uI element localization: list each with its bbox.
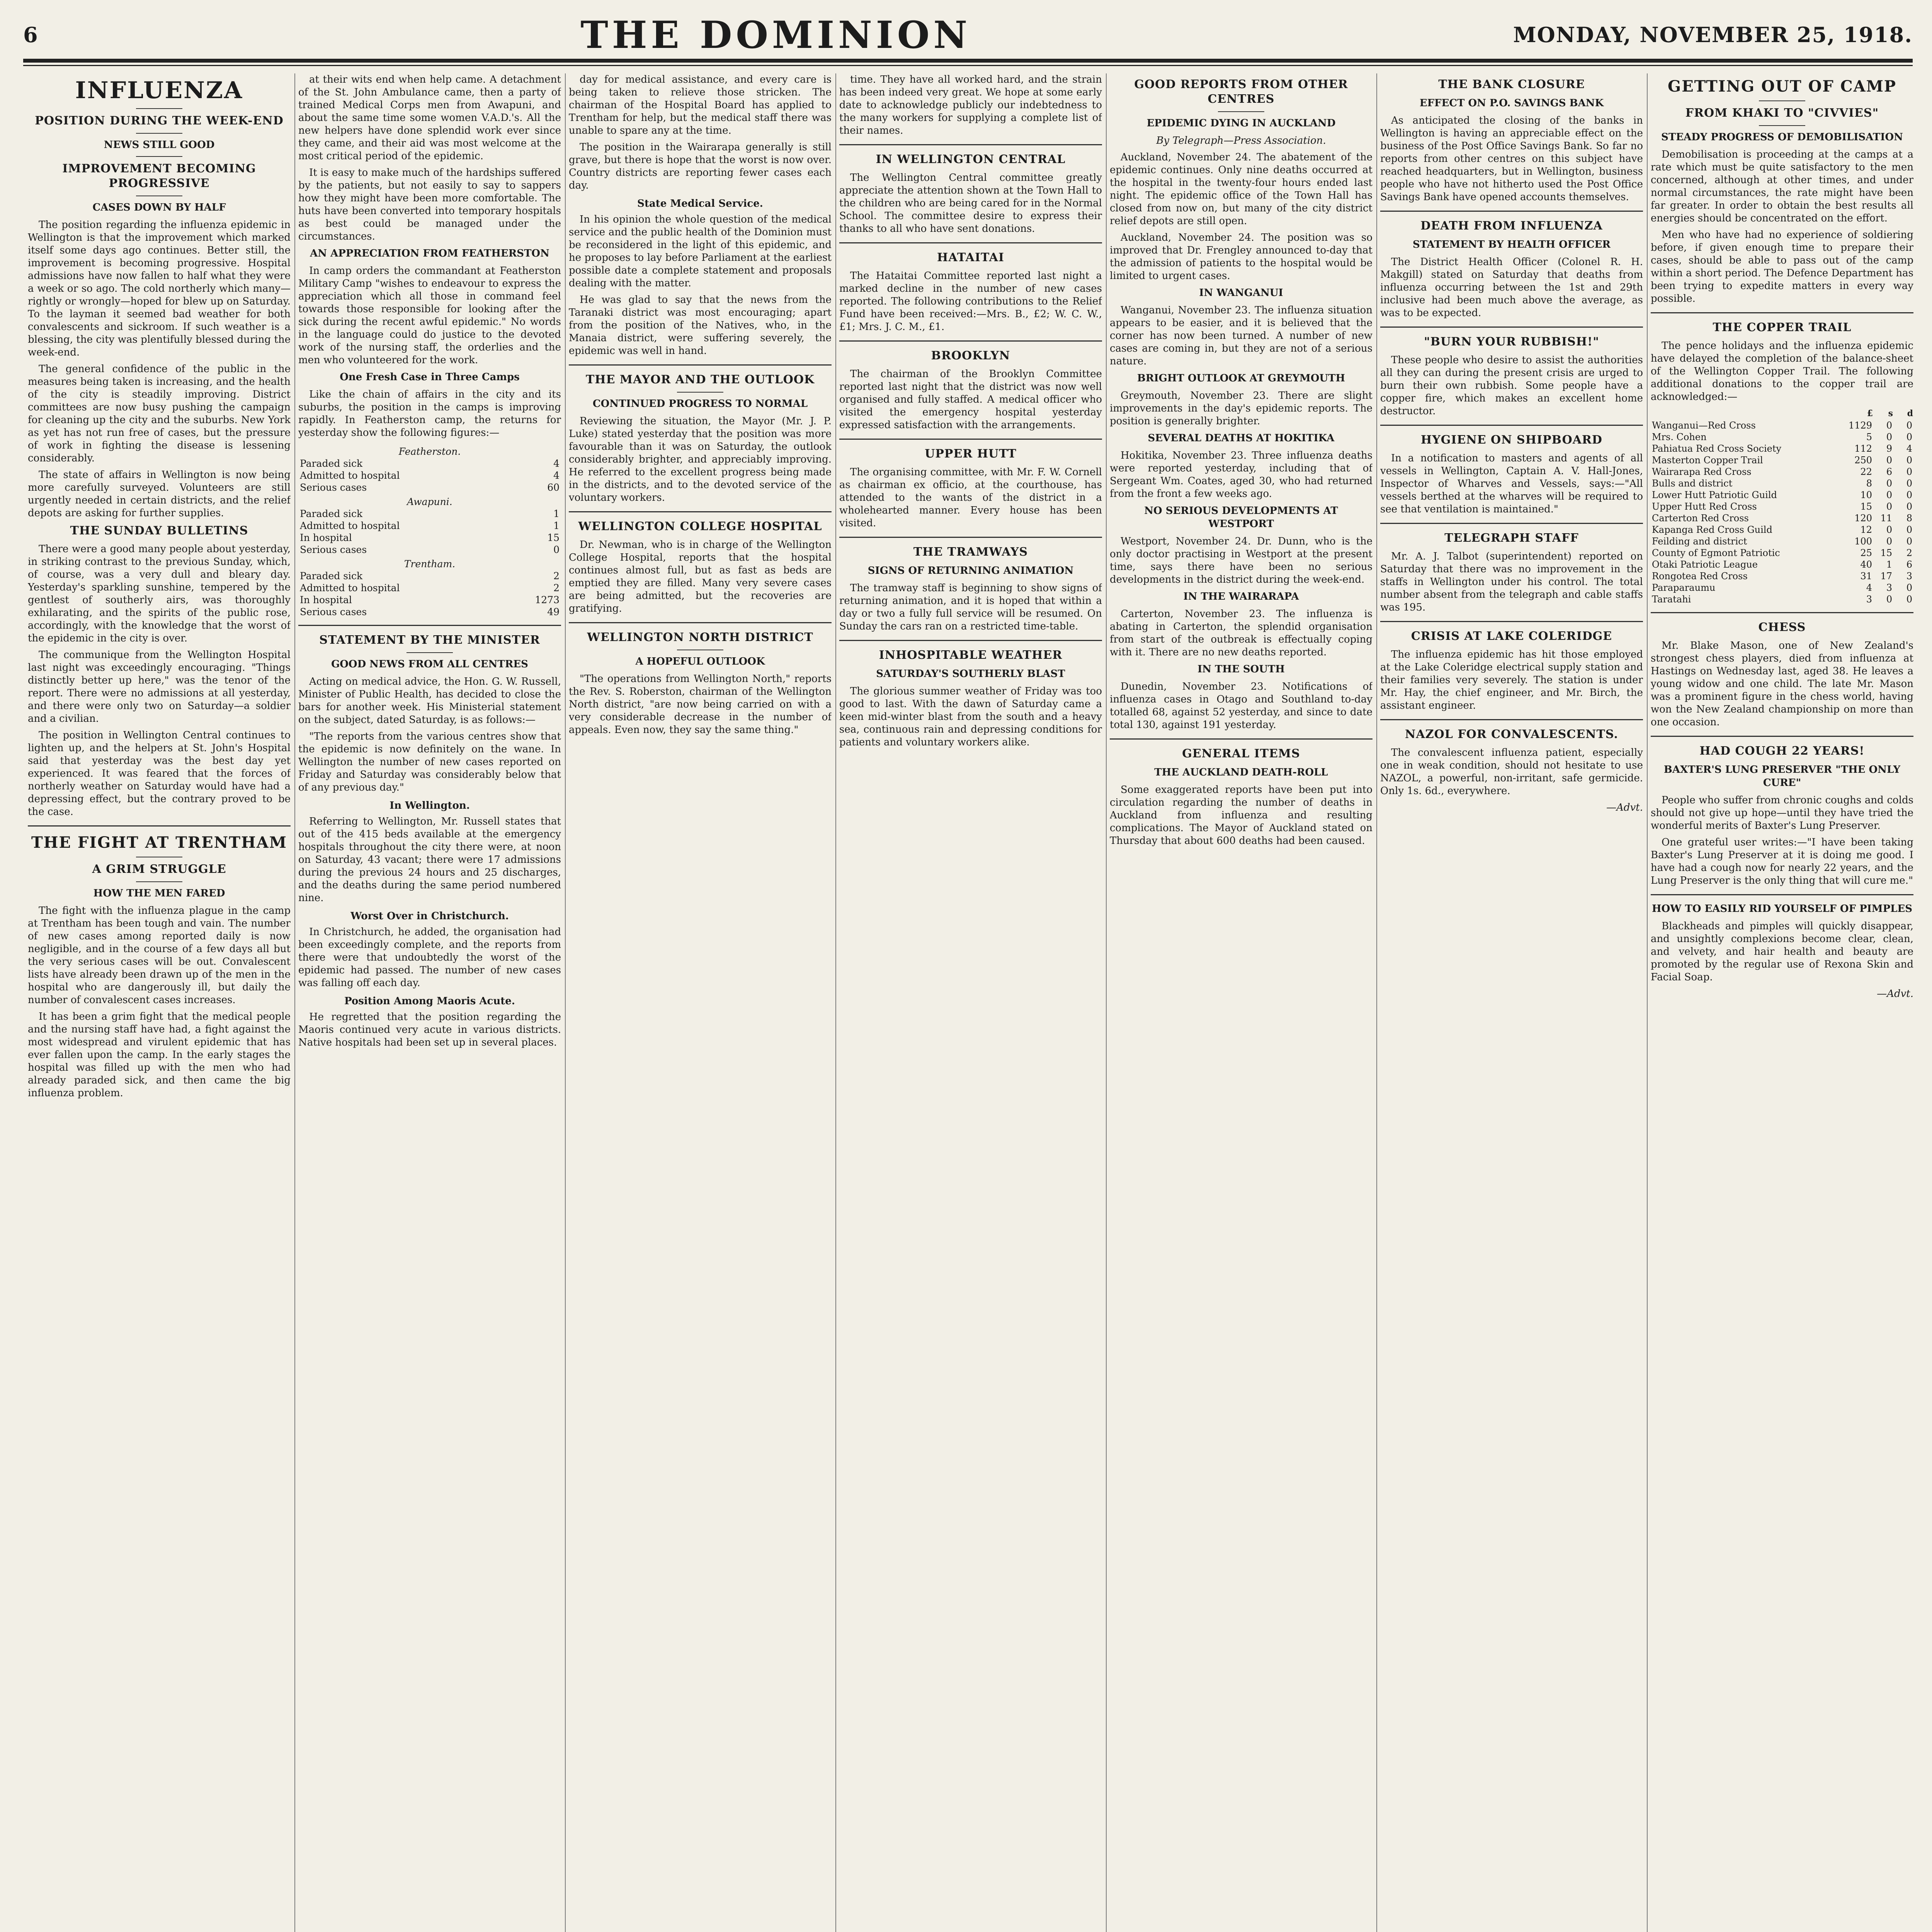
article-headline: CRISIS AT LAKE COLERIDGE [1411,629,1612,643]
table-cell-value: 60 [547,482,560,493]
paragraph: Dr. Newman, who is in charge of the Wellington College Hospital, reports that the hospital continues almost full, but as fast as beds are emptied they are filled. Many very severe cases are being admitted, but the recoveries are gratifying. [569,539,832,614]
divider [839,242,1102,243]
article-subheadline: EFFECT ON P.O. SAVINGS BANK [1419,97,1604,109]
advertisement-marker: —Advt. [1606,802,1643,813]
divider [1218,111,1264,112]
amount-cell: 0 [1886,536,1892,547]
article-headline: HATAITAI [937,251,1004,264]
amount-cell: 15 [1860,501,1872,512]
table-cell-value: 1 [553,520,560,531]
table-row [1651,536,1913,547]
donor-name: Pahiatua Red Cross Society [1652,443,1782,454]
amount-cell: 120 [1854,513,1872,524]
amount-cell: 22 [1860,466,1872,477]
amount-cell: 100 [1854,536,1872,547]
divider [136,881,182,882]
article-subheadline: GOOD NEWS FROM ALL CENTRES [331,658,528,670]
table-cell-value: 4 [553,458,560,469]
amount-cell: 12 [1860,524,1872,535]
divider [1380,719,1643,720]
table-section-label: Featherston. [398,446,461,457]
paragraph: Hokitika, November 23. Three influenza deaths were reported yesterday, including that of Sergeant Wm. Coates, aged 30, who had returned from the front a few weeks ago. [1110,450,1372,500]
donor-name: Mrs. Cohen [1652,432,1707,442]
paragraph: The communique from the Wellington Hospital last night was exceedingly encouraging. "Things distinctly better up here," was the tenor of the report. There were no admissions at all yesterday, and there were only two on Saturday—a soldier and a civilian. [28,649,291,724]
amount-cell: 0 [1906,420,1912,431]
paragraph: The tramway staff is beginning to show signs of returning animation, and it is hoped that within a day or two a fully full service will be resumed. On Sunday the cars ran on a restricted time-table. [839,582,1102,632]
paragraph: The glorious summer weather of Friday was too good to last. With the dawn of Saturday came a keen mid-winter blast from the south and a heavy sea, continuous rain and depressing conditions for patients and voluntary workers alike. [839,685,1102,748]
paragraph: Demobilisation is proceeding at the camps at a rate which must be quite satisfactory to the men concerned, although at other times, and under normal circumstances, the rate might have been far greater. In order to obtain the best results all energies should be concentrated on the effort. [1651,149,1913,224]
amount-cell: 0 [1906,432,1912,442]
amount-cell: 4 [1866,582,1872,593]
paragraph: It has been a grim fight that the medical people and the nursing staff have had, a fight against the most widespread and virulent epidemic that has ever fallen upon the camp. In the early stages the hospital was filled up with the men who had already paraded sick, and then came the big influenza problem. [28,1011,291,1099]
section-heading: IN THE WAIRARAPA [1183,591,1299,602]
article-headline: THE COPPER TRAIL [1713,321,1852,334]
paragraph: The fight with the influenza plague in the camp at Trentham has been tough and vain. The number of new cases among reported daily is now negligible, and in the course of a few days all but the very serious cases will be out. Convalescent lists have already been drawn up of the men in the hospital who are dangerously ill, but daily the number of convalescent cases increases. [28,905,291,1006]
article-headline: INFLUENZA [75,77,243,104]
paragraph: The Wellington Central committee greatly appreciate the attention shown at the Town Hall to the children who are being cared for in the Normal School. The committee desire to express their thanks to all who have sent donations. [839,172,1102,235]
donor-name: Bulls and district [1652,478,1733,489]
divider [1110,738,1372,740]
byline: By Telegraph—Press Association. [1156,135,1326,146]
table-cell-value: 1273 [535,594,560,605]
divider [136,156,182,157]
article-subheadline: POSITION DURING THE WEEK-END [35,114,284,128]
paragraph: In his opinion the whole question of the medical service and the public health of the Dominion must be reconsidered in the light of this epidemic, and he proposes to lay before Parliament at the earliest possible date a complete statement and proposals dealing with the matter. [569,214,832,289]
amount-cell: 31 [1860,571,1872,582]
amount-cell: 0 [1906,524,1912,535]
table-row [298,493,561,508]
donor-name: Wanganui—Red Cross [1652,420,1756,431]
amount-cell: 15 [1880,548,1892,558]
table-row [1651,501,1913,512]
column-header: £ [1867,408,1873,418]
donor-name: Wairarapa Red Cross [1652,466,1752,477]
column-1 [28,73,291,1932]
divider [839,537,1102,538]
amount-cell: 0 [1886,455,1892,466]
table-row [1651,443,1913,454]
column-header: s [1888,408,1893,418]
paragraph: Some exaggerated reports have been put into circulation regarding the number of deaths in Auckland from influenza and resulting complications. The Mayor of Auckland stated on Thursday that about 600 deaths had been caused. [1110,784,1372,847]
amount-cell: 0 [1906,594,1912,605]
divider [1651,894,1913,895]
article-headline: WELLINGTON NORTH DISTRICT [587,631,813,644]
table-header-row [1651,407,1913,420]
amount-cell: 0 [1886,478,1892,489]
column-7 [1651,73,1913,1932]
donor-name: Kapanga Red Cross Guild [1652,524,1772,535]
table-cell-label: Serious cases [300,482,367,493]
paragraph: Auckland, November 24. The abatement of the epidemic continues. Only nine deaths occurred at the hospital in the twenty-four hours ended last night. The epidemic office of the Town Hall has closed from now on, but many of the city district relief depots are still open. [1110,151,1372,227]
table-cell-value: 2 [553,582,560,594]
paragraph: Like the chain of affairs in the city and its suburbs, the position in the camps is improving rapidly. In Featherston camp, the returns for yesterday show the following figures:— [298,389,561,439]
article-headline: CHESS [1758,621,1806,634]
table-row [298,508,561,520]
masthead [23,12,1913,58]
amount-cell: 9 [1886,443,1892,454]
paragraph: The pence holidays and the influenza epidemic have delayed the completion of the balance-sheet of the Wellington Copper Trail. The following additional donations to the copper trail are acknowledged:— [1651,340,1913,403]
amount-cell: 10 [1860,490,1872,500]
article-subheadline: NEWS STILL GOOD [104,139,215,151]
section-heading: THE SUNDAY BULLETINS [70,524,248,537]
paragraph: The general confidence of the public in the measures being taken is increasing, and the health of the city is steadily improving. District committees are now busy pushing the campaign for cleaning up the city and the suburbs. New York as yet has not run free of cases, but the pressure of work in fighting the disease is lessening considerably. [28,363,291,464]
divider [28,825,291,827]
masthead-rule-thin [23,65,1913,66]
divider [839,640,1102,641]
amount-cell: 0 [1906,490,1912,500]
divider [569,511,832,512]
paragraph: The state of affairs in Wellington is now being more carefully surveyed. Volunteers are still urgently needed in certain districts, and the relief depots are asking for further supplies. [28,469,291,519]
donor-name: Feilding and district [1652,536,1747,547]
paragraph: Greymouth, November 23. There are slight improvements in the day's epidemic reports. The position is generally brighter. [1110,390,1372,427]
amount-cell: 1129 [1848,420,1872,431]
column-divider [565,73,566,1932]
page-number: 6 [23,22,39,47]
column-divider [1106,73,1107,1932]
divider [1380,621,1643,622]
divider [569,364,832,366]
paragraph: The position in the Wairarapa generally is still grave, but there is hope that the worst is now over. Country districts are reporting fewer cases each day. [569,141,832,191]
amount-cell: 8 [1866,478,1872,489]
column-divider [1376,73,1377,1932]
donor-name: Rongotea Red Cross [1652,571,1748,582]
paragraph: Acting on medical advice, the Hon. G. W. Russell, Minister of Public Health, has decided to close the bars for another week. His Ministerial statement on the subject, dated Saturday, is as follows:— [298,676,561,726]
table-section-label: Awapuni. [407,496,452,507]
amount-cell: 5 [1866,432,1872,442]
column-divider [1647,73,1648,1932]
paragraph: In Christchurch, he added, the organisation had been exceedingly complete, and the reports from there were that undoubtedly the worst of the epidemic had passed. The number of new cases was falling off each day. [298,926,561,989]
divider [1380,523,1643,524]
amount-cell: 112 [1854,443,1872,454]
column-divider [294,73,295,1932]
donor-name: Lower Hutt Patriotic Guild [1652,490,1777,500]
paragraph: "The reports from the various centres show that the epidemic is now definitely on the wane. In Wellington the number of new cases reported on Friday and Saturday was considerably below that of any previous day." [298,731,561,793]
amount-cell: 17 [1880,571,1892,582]
paragraph: These people who desire to assist the authorities all they can during the present crisis are urged to burn their own rubbish. Some people have a copper fire, which makes an excellent home destructor. [1380,354,1643,417]
paragraph: time. They have all worked hard, and the strain has been indeed very great. We hope at some early date to acknowledge publicly our indebtedness to the many workers for supplying a complete list of their names. [839,74,1102,136]
paragraph: at their wits end when help came. A detachment of the St. John Ambulance came, then a party of trained Medical Corps men from Awapuni, and about the same time some women V.A.D.'s. All the new helpers have done splendid work ever since they came, and their aid was most welcome at the most critical period of the epidemic. [298,74,561,162]
paragraph: "The operations from Wellington North," reports the Rev. S. Roberston, chairman of the Wellington North district, "are now being carried on with a very considerable decrease in the number of appeals. Even now, they say the same thing." [569,673,832,736]
table-cell-value: 49 [547,606,560,617]
advertisement-text: People who suffer from chronic coughs and colds should not give up hope—until they have tried the wonderful merits of Baxter's Lung Preserver. [1651,794,1913,832]
paragraph: The District Health Officer (Colonel R. H. Makgill) stated on Saturday that deaths from influenza occurring between the 1st and 29th inclusive had been much above the average, as was to be expected. [1380,256,1643,319]
article-headline: DEATH FROM INFLUENZA [1420,219,1603,233]
table-row [298,570,561,582]
divider [1759,125,1805,126]
table-cell-label: In hospital [300,594,352,605]
table-row [298,606,561,618]
table-row [1651,570,1913,582]
divider [136,133,182,134]
advertisement-text: The convalescent influenza patient, especially one in weak condition, should not hesitate to use NAZOL, a powerful, non-irritant, safe germicide. Only 1s. 6d., everywhere. [1380,747,1643,797]
donations-table [1651,407,1913,605]
table-cell-label: Paraded sick [300,570,363,582]
paragraph: It is easy to make much of the hardships suffered by the patients, but not easily to say to sappers how they might have been more comfortable. The huts have been converted into temporary hospitals as best could be managed under the circumstances. [298,167,561,242]
amount-cell: 0 [1906,478,1912,489]
table-row [298,556,561,570]
section-heading: Position Among Maoris Acute. [344,995,515,1007]
table-cell-value: 4 [553,470,560,481]
amount-cell: 0 [1906,466,1912,477]
article-subheadline: IMPROVEMENT BECOMING PROGRESSIVE [62,162,256,190]
amount-cell: 0 [1886,524,1892,535]
amount-cell: 3 [1886,582,1892,593]
camp-statistics-table [298,443,561,618]
donor-name: Upper Hutt Red Cross [1652,501,1757,512]
section-heading: BRIGHT OUTLOOK AT GREYMOUTH [1137,372,1345,384]
table-row [298,544,561,556]
table-row [1651,431,1913,443]
paragraph: Mr. A. J. Talbot (superintendent) reported on Saturday that there was no improvement in the staffs in Wellington under his control. The total number absent from the telegraph and cable staffs was 195. [1380,551,1643,613]
article-subheadline: STEADY PROGRESS OF DEMOBILISATION [1661,131,1903,143]
table-row [298,481,561,493]
amount-cell: 25 [1860,548,1872,558]
paragraph: Referring to Wellington, Mr. Russell states that out of the 415 beds available at the emergency hospitals throughout the city there were, at noon on Saturday, 43 vacant; there were 17 admissions during the previous 24 hours and 25 discharges, and the deaths during the same period numbered nine. [298,816,561,904]
amount-cell: 0 [1906,536,1912,547]
divider [839,144,1102,145]
column-4 [839,73,1102,1932]
article-subheadline: EPIDEMIC DYING IN AUCKLAND [1146,117,1336,129]
advertisement-headline: NAZOL FOR CONVALESCENTS. [1405,728,1618,741]
paper-title: THE DOMINION [580,13,971,57]
donor-name: Taratahi [1652,594,1691,605]
amount-cell: 0 [1906,501,1912,512]
divider [1380,211,1643,212]
paragraph: The chairman of the Brooklyn Committee reported last night that the district was now well organised and fully staffed. A medical officer who visited the emergency hospital yesterday expressed satisfaction with the arrangements. [839,368,1102,431]
section-heading: IN THE SOUTH [1197,663,1285,675]
section-heading: State Medical Service. [637,198,763,209]
article-headline: IN WELLINGTON CENTRAL [876,153,1066,166]
article-headline: GETTING OUT OF CAMP [1668,77,1896,95]
table-row [1651,547,1913,559]
amount-cell: 3 [1866,594,1872,605]
table-row [1651,420,1913,431]
article-headline: THE BANK CLOSURE [1438,78,1585,91]
column-6 [1380,73,1643,1932]
paragraph: Mr. Blake Mason, one of New Zealand's strongest chess players, died from influenza at Hastings on Wednesday last, aged 38. He leaves a young widow and one child. The late Mr. Mason was a prominent figure in the chess world, having won the New Zealand championship on more than one occasion. [1651,640,1913,728]
donor-name: Paraparaumu [1652,582,1716,593]
table-row [298,594,561,606]
section-heading: NO SERIOUS DEVELOPMENTS AT WESTPORT [1144,505,1338,530]
divider [1651,312,1913,313]
paragraph: Wanganui, November 23. The influenza situation appears to be easier, and it is believed that the corner has now been turned. A number of new cases are coming in, but they are not of a serious nature. [1110,304,1372,367]
paragraph: Reviewing the situation, the Mayor (Mr. J. P. Luke) stated yesterday that the position was more favourable than it was on Saturday, the outlook considerably brighter, and appreciably improving. He referred to the excellent progress being made in the districts, and to the devoted service of the voluntary workers. [569,415,832,503]
amount-cell: 250 [1854,455,1872,466]
article-subheadline: THE AUCKLAND DEATH-ROLL [1154,767,1328,778]
column-divider [835,73,836,1932]
amount-cell: 0 [1886,501,1892,512]
article-headline: THE FIGHT AT TRENTHAM [31,833,287,852]
table-cell-label: Admitted to hospital [300,520,400,531]
table-row [1651,466,1913,478]
paragraph: In a notification to masters and agents of all vessels in Wellington, Captain A. V. Hall-Jones, Inspector of Wharves and Vessels, says:—"All vessels berthed at the wharves will be required to see that ventilation is maintained." [1380,452,1643,515]
paragraph: As anticipated the closing of the banks in Wellington is having an appreciable effect on the business of the Post Office Savings Bank. So far no reports from other centres on this subject have reached headquarters, but in Wellington, business people who have not hitherto used the Post Office Savings Bank have opened accounts themselves. [1380,115,1643,203]
table-cell-value: 0 [553,544,560,555]
advertisement-headline: HOW TO EASILY RID YOURSELF OF PIMPLES [1652,903,1912,915]
amount-cell: 6 [1886,466,1892,477]
divider [1651,736,1913,737]
column-header: d [1907,408,1913,418]
paragraph: There were a good many people about yesterday, in striking contrast to the previous Sunday, which, of course, was a very dull and bleary day. Yesterday's sparkling sunshine, tempered by the gentlest of southerly airs, was thoroughly exhilarating, and the spirits of the public rose, accordingly, with the knowledge that the worst of the epidemic in the city is over. [28,543,291,644]
table-cell-label: Serious cases [300,544,367,555]
table-section-label: Trentham. [404,558,456,570]
article-headline: "BURN YOUR RUBBISH!" [1424,335,1599,349]
article-headline: INHOSPITABLE WEATHER [879,648,1063,662]
article-headline: HYGIENE ON SHIPBOARD [1421,433,1602,447]
paragraph: He was glad to say that the news from the Taranaki district was most encouraging; apart from the position of the Natives, who, in the Manaia district, were suffering severely, the epidemic was well in hand. [569,294,832,357]
divider [1380,327,1643,328]
article-headline: TELEGRAPH STAFF [1444,531,1579,545]
amount-cell: 2 [1906,548,1912,558]
section-heading: One Fresh Case in Three Camps [340,371,520,383]
article-subheadline: CASES DOWN BY HALF [92,202,226,213]
table-cell-value: 2 [553,570,560,582]
paragraph: The influenza epidemic has hit those employed at the Lake Coleridge electrical supply station and their families very severely. The station is under Mr. Hay, the chief engineer, and Mr. Birch, the assistant engineer. [1380,649,1643,711]
article-subheadline: STATEMENT BY HEALTH OFFICER [1412,239,1611,250]
article-headline: THE TRAMWAYS [913,545,1028,559]
column-3 [569,73,832,1932]
amount-cell: 0 [1906,455,1912,466]
paragraph: Men who have had no experience of soldiering before, if given enough time to prepare their cases, should be able to pass out of the camp within a short period. The Defence Department has been trying to expedite matters in every way possible. [1651,229,1913,304]
article-subheadline: HOW THE MEN FARED [93,888,225,899]
table-cell-label: Serious cases [300,606,367,617]
section-heading: AN APPRECIATION FROM FEATHERSTON [310,248,549,259]
article-headline: UPPER HUTT [925,447,1017,461]
divider [136,108,182,109]
advertisement-subheadline: BAXTER'S LUNG PRESERVER "THE ONLY CURE" [1663,764,1901,789]
amount-cell: 8 [1906,513,1912,524]
amount-cell: 11 [1880,513,1892,524]
paragraph: He regretted that the position regarding the Maoris continued very acute in various districts. Native hospitals had been set up in several places. [298,1011,561,1048]
article-subheadline: A GRIM STRUGGLE [92,862,226,876]
divider [839,340,1102,342]
paper-date: MONDAY, NOVEMBER 25, 1918. [1513,22,1913,47]
table-row [298,443,561,457]
table-cell-label: In hospital [300,532,352,543]
article-headline: STATEMENT BY THE MINISTER [319,633,540,647]
divider [1759,100,1805,101]
paragraph: day for medical assistance, and every care is being taken to relieve those stricken. The chairman of the Hospital Board has applied to Trentham for help, but the medical staff there was unable to spare any at the time. [569,74,832,136]
table-row [1651,512,1913,524]
article-subheadline: CONTINUED PROGRESS TO NORMAL [592,398,808,410]
paragraph: Westport, November 24. Dr. Dunn, who is the only doctor practising in Westport at the present time, says there have been no serious developments in the district during the week-end. [1110,536,1372,585]
advertisement-marker: —Advt. [1877,988,1913,1000]
table-row [1651,478,1913,489]
amount-cell: 0 [1886,594,1892,605]
table-row [1651,524,1913,536]
paragraph: In camp orders the commandant at Featherston Military Camp "wishes to endeavour to express the appreciation which all those in command feel towards those responsible for looking after the sick during the recent awful epidemic." No words in the language could do justice to the devoted work of the nursing staff, the orderlies and the men who volunteered for the work. [298,265,561,366]
table-row [1651,454,1913,466]
section-heading: Worst Over in Christchurch. [350,910,509,922]
masthead-rule [23,59,1913,63]
table-cell-value: 1 [553,508,560,519]
table-cell-label: Admitted to hospital [300,470,400,481]
article-headline: GENERAL ITEMS [1182,747,1300,760]
paragraph: The organising committee, with Mr. F. W. Cornell as chairman ex officio, at the courthouse, has attended to the wants of the district in a wholehearted manner. Every house has been visited. [839,466,1102,529]
table-row [298,532,561,544]
table-cell-label: Paraded sick [300,458,363,469]
article-subheadline: FROM KHAKI TO "CIVVIES" [1685,106,1879,120]
paragraph: The position regarding the influenza epidemic in Wellington is that the improvement which marked itself some days ago continues. Better still, the improvement is becoming progressive. Hospital admissions have now fallen to half what they were a week or so ago. The cold northerly which many—rightly or wrongly—hoped for blew up on Saturday. To the layman it seemed bad weather for both convalescents and sickroom. If such weather is a blessing, the city was plentifully blessed during the week-end. [28,219,291,358]
amount-cell: 40 [1860,559,1872,570]
donor-name: Masterton Copper Trail [1652,455,1763,466]
section-heading: In Wellington. [389,800,470,811]
section-heading: IN WANGANUI [1199,287,1283,299]
paragraph: Auckland, November 24. The position was so improved that Dr. Frengley announced to-day that the admission of patients to the hospital would be limited to urgent cases. [1110,232,1372,282]
table-row [1651,582,1913,594]
paragraph: The position in Wellington Central continues to lighten up, and the helpers at St. John's Hospital said that yesterday was the best day yet experienced. It was feared that the forces of northerly weather on Saturday would have had a depressing effect, but the contrary proved to be the case. [28,730,291,818]
advertisement-text: Blackheads and pimples will quickly disappear, and unsightly complexions become clear, clean, and velvety, and hair health and beauty are promoted by the regular use of Rexona Skin and Facial Soap. [1651,920,1913,983]
divider [677,392,723,393]
amount-cell: 0 [1886,490,1892,500]
table-row [298,457,561,469]
amount-cell: 1 [1886,559,1892,570]
table-cell-label: Paraded sick [300,508,363,519]
article-subheadline: SIGNS OF RETURNING ANIMATION [867,565,1074,577]
paragraph: Dunedin, November 23. Notifications of influenza cases in Otago and Southland to-day totalled 68, against 52 yesterday, and since to date total 130, against 191 yesterday. [1110,681,1372,731]
amount-cell: 0 [1886,420,1892,431]
column-5 [1110,73,1372,1932]
amount-cell: 0 [1906,582,1912,593]
amount-cell: 3 [1906,571,1912,582]
article-headline: THE MAYOR AND THE OUTLOOK [585,373,815,386]
donor-name: Carterton Red Cross [1652,513,1749,524]
article-subheadline: SATURDAY'S SOUTHERLY BLAST [876,668,1065,680]
paragraph: The Hataitai Committee reported last night a marked decline in the number of new cases reported. The following contributions to the Relief Fund have been received:—Mrs. B., £2; W. C. W., £1; Mrs. J. C. M., £1. [839,270,1102,333]
divider [1380,425,1643,426]
donor-name: County of Egmont Patriotic [1652,548,1780,558]
amount-cell: 0 [1886,432,1892,442]
divider [839,439,1102,440]
table-cell-label: Admitted to hospital [300,582,400,594]
table-row [298,469,561,481]
divider [406,652,453,653]
section-heading: SEVERAL DEATHS AT HOKITIKA [1148,432,1335,444]
advertisement-text: One grateful user writes:—"I have been taking Baxter's Lung Preserver at it is doing me good. I have had a cough now for nearly 22 years, and the Lung Preserver is the only thing that will cure me." [1651,837,1913,886]
table-row [1651,489,1913,501]
table-cell-value: 15 [547,532,560,543]
amount-cell: 6 [1906,559,1912,570]
article-headline: WELLINGTON COLLEGE HOSPITAL [578,520,822,533]
article-headline: BROOKLYN [931,349,1010,362]
divider [298,625,561,626]
column-2 [298,73,561,1932]
table-row [1651,594,1913,605]
divider [569,622,832,623]
donor-name: Otaki Patriotic League [1652,559,1758,570]
divider [1651,612,1913,613]
article-subheadline: A HOPEFUL OUTLOOK [635,656,765,667]
advertisement-headline: HAD COUGH 22 YEARS! [1699,744,1865,758]
article-headline: GOOD REPORTS FROM OTHER CENTRES [1134,78,1348,106]
amount-cell: 4 [1906,443,1912,454]
paragraph: Carterton, November 23. The influenza is abating in Carterton, the splendid organisation from start of the outbreak is effectually coping with it. There are no new deaths reported. [1110,608,1372,658]
table-row [298,520,561,532]
table-row [298,582,561,594]
table-row [1651,559,1913,570]
